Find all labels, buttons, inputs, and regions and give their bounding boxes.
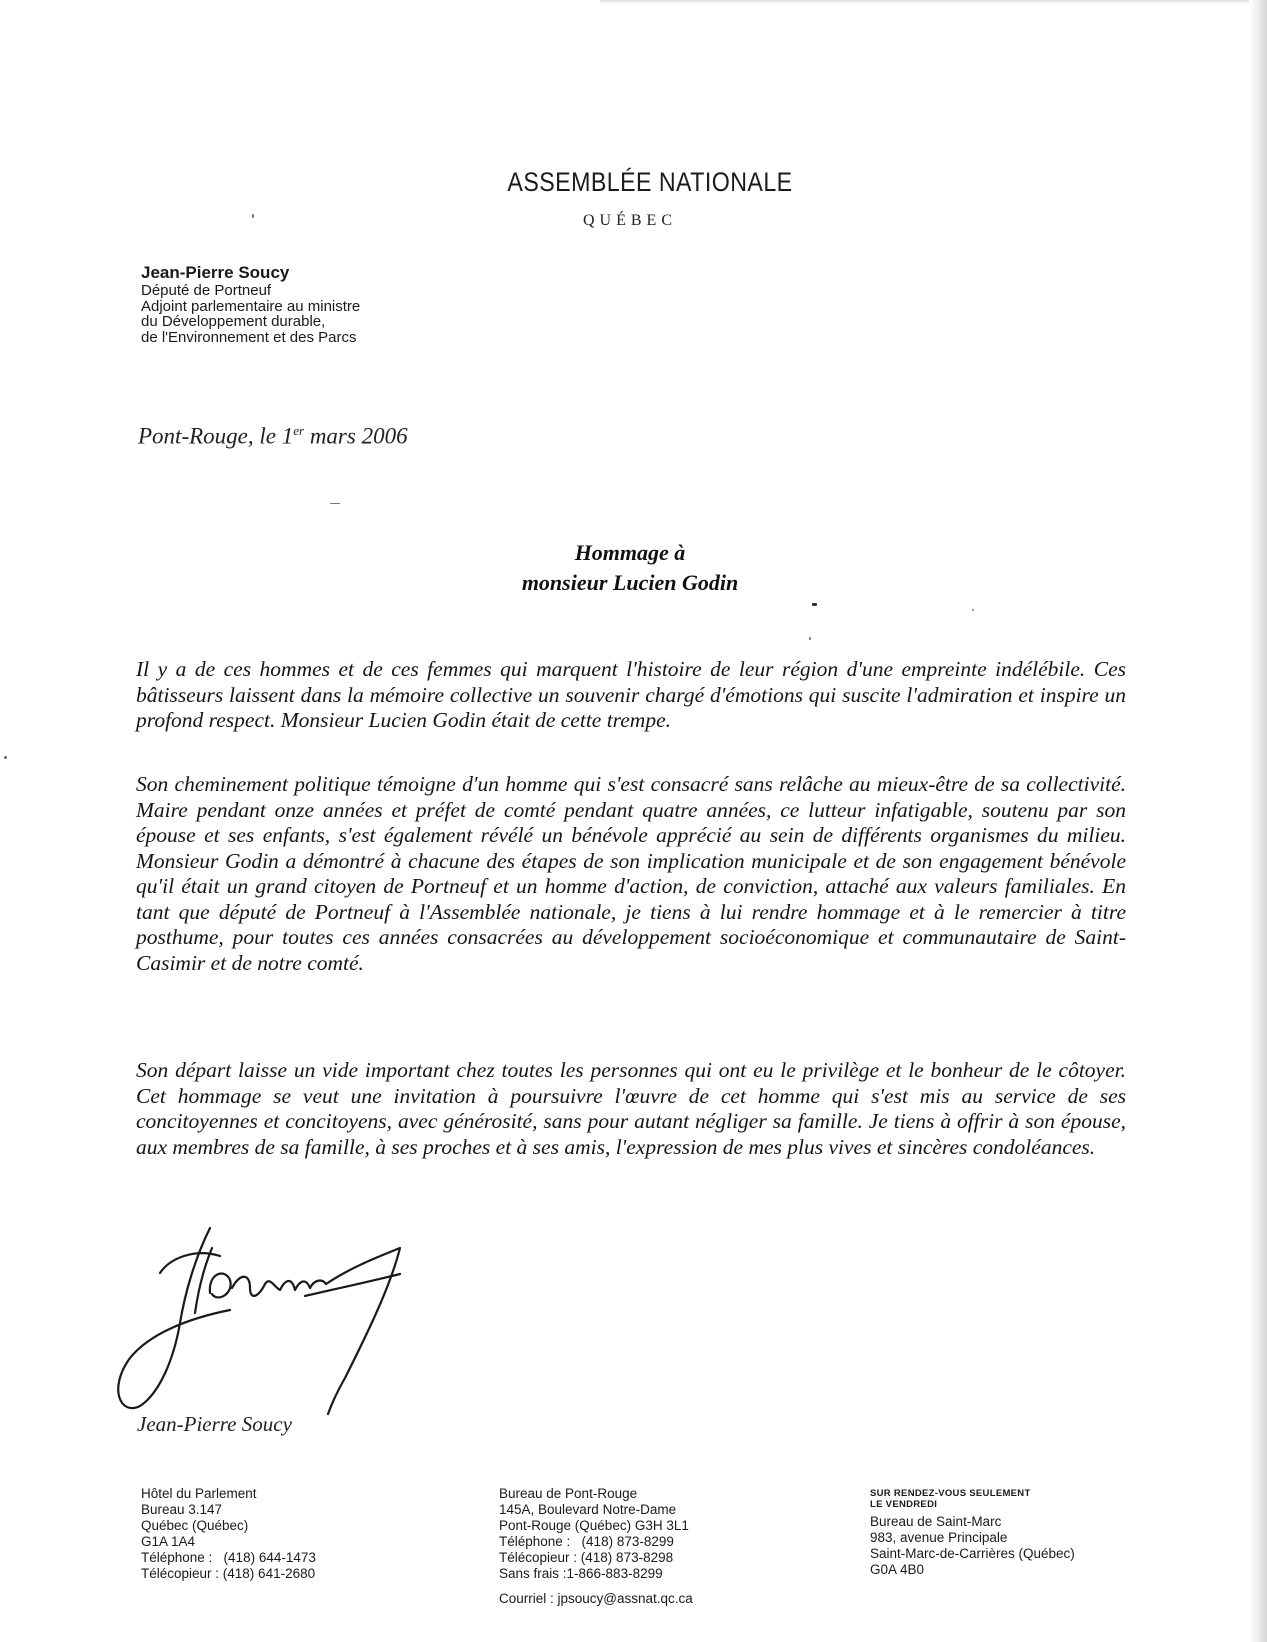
body-paragraph: Son cheminement politique témoigne d'un homme qui s'est consacré sans relâche au mieux-être de sa collectivité. Maire pendant onze années et préfet de comté pendant quatre années, ce lutteur infatigable, soutenu par son épouse et ses enfants, s'est également révélé un bénévole apprécié au sein de différents organismes du milieu. Monsieur Godin a démontré à chacune des étapes de son implication municipale et de son engagement bénévole qu'il était un grand citoyen de Portneuf et un homme d'action, de conviction, attaché aux valeurs familiales. En tant que député de Portneuf à l'Assemblée nationale, je tiens à lui rendre hommage et à le remercier à titre posthume, pour toutes ces années consacrées au développement socioéconomique et communautaire de Saint-Casimir et de notre comté. [136, 772, 1126, 975]
scan-speck [809, 637, 811, 640]
address-line: G0A 4B0 [870, 1562, 925, 1577]
subject-heading [430, 538, 830, 598]
appointment-note: SUR RENDEZ-VOUS SEULEMENT [870, 1488, 1031, 1499]
footer-address-saint-marc [870, 1488, 1075, 1578]
sender-name: Jean-Pierre Soucy [141, 263, 290, 282]
dateline-superscript: er [293, 423, 305, 438]
address-line: 145A, Boulevard Notre-Dame [499, 1502, 677, 1517]
scan-speck [4, 756, 7, 759]
scan-top-shadow [600, 0, 1267, 4]
address-line: Télécopieur : (418) 873-8298 [499, 1550, 674, 1565]
address-line: Sans frais :1-866-883-8299 [499, 1566, 663, 1581]
address-line: Télécopieur : (418) 641-2680 [141, 1566, 316, 1581]
scan-speck [972, 609, 974, 611]
sender-block [141, 263, 360, 345]
letterhead-institution: ASSEMBLÉE NATIONALE [507, 167, 793, 197]
address-line: Québec (Québec) [141, 1518, 249, 1533]
appointment-note: LE VENDREDI [870, 1499, 938, 1510]
sender-role-line: Député de Portneuf [141, 282, 272, 299]
body-paragraph: Il y a de ces hommes et de ces femmes qui marquent l'histoire de leur région d'une empreinte indélébile. Ces bâtisseurs laissent dans la mémoire collective un souvenir chargé d'émotions qui suscite l'admiration et inspire un profond respect. Monsieur Lucien Godin était de cette trempe. [136, 657, 1126, 732]
dateline-suffix: mars 2006 [304, 423, 408, 449]
subject-line: Hommage à [574, 540, 686, 565]
letterhead-province: QUÉBEC [583, 212, 677, 229]
scan-speck [330, 503, 340, 504]
sender-role-line: du Développement durable, [141, 313, 326, 330]
sender-role-line: de l'Environnement et des Parcs [141, 328, 357, 346]
address-line: Bureau 3.147 [141, 1502, 223, 1517]
footer-email: Courriel : jpsoucy@assnat.qc.ca [499, 1591, 693, 1606]
scan-right-shadow [1249, 0, 1267, 1642]
address-line: Bureau de Pont-Rouge [499, 1486, 638, 1501]
address-line: G1A 1A4 [141, 1534, 196, 1549]
scan-speck [812, 603, 817, 606]
address-line: Saint-Marc-de-Carrières (Québec) [870, 1546, 1075, 1561]
handwritten-signature [100, 1218, 440, 1418]
saint-marc-lines [870, 1514, 1075, 1578]
footer-address-pont-rouge [499, 1486, 689, 1582]
footer-address-parliament [141, 1486, 316, 1582]
address-line: Pont-Rouge (Québec) G3H 3L1 [499, 1518, 689, 1533]
address-line: Hôtel du Parlement [141, 1486, 257, 1501]
body-paragraph: Son départ laisse un vide important chez toutes les personnes qui ont eu le privilège et le bonheur de le côtoyer. Cet hommage se veut une invitation à poursuivre l'œuvre de cet homme qui s'est mis au service de ses concitoyennes et concitoyens, avec générosité, sans pour autant négliger sa famille. Je tiens à offrir à son épouse, aux membres de sa famille, à ses proches et à ses amis, l'expression de mes plus vives et sincères condoléances. [136, 1058, 1126, 1159]
dateline-prefix: Pont-Rouge, le 1 [138, 423, 294, 449]
address-line: Téléphone : (418) 873-8299 [499, 1534, 674, 1549]
sender-role-line: Adjoint parlementaire au ministre [141, 297, 361, 315]
address-line: Bureau de Saint-Marc [870, 1514, 1002, 1529]
dateline [138, 423, 408, 450]
signer-name: Jean-Pierre Soucy [137, 1412, 292, 1436]
address-line: Téléphone : (418) 644-1473 [141, 1550, 316, 1565]
subject-line: monsieur Lucien Godin [521, 570, 739, 595]
scan-speck [252, 214, 254, 218]
address-line: 983, avenue Principale [870, 1530, 1008, 1545]
